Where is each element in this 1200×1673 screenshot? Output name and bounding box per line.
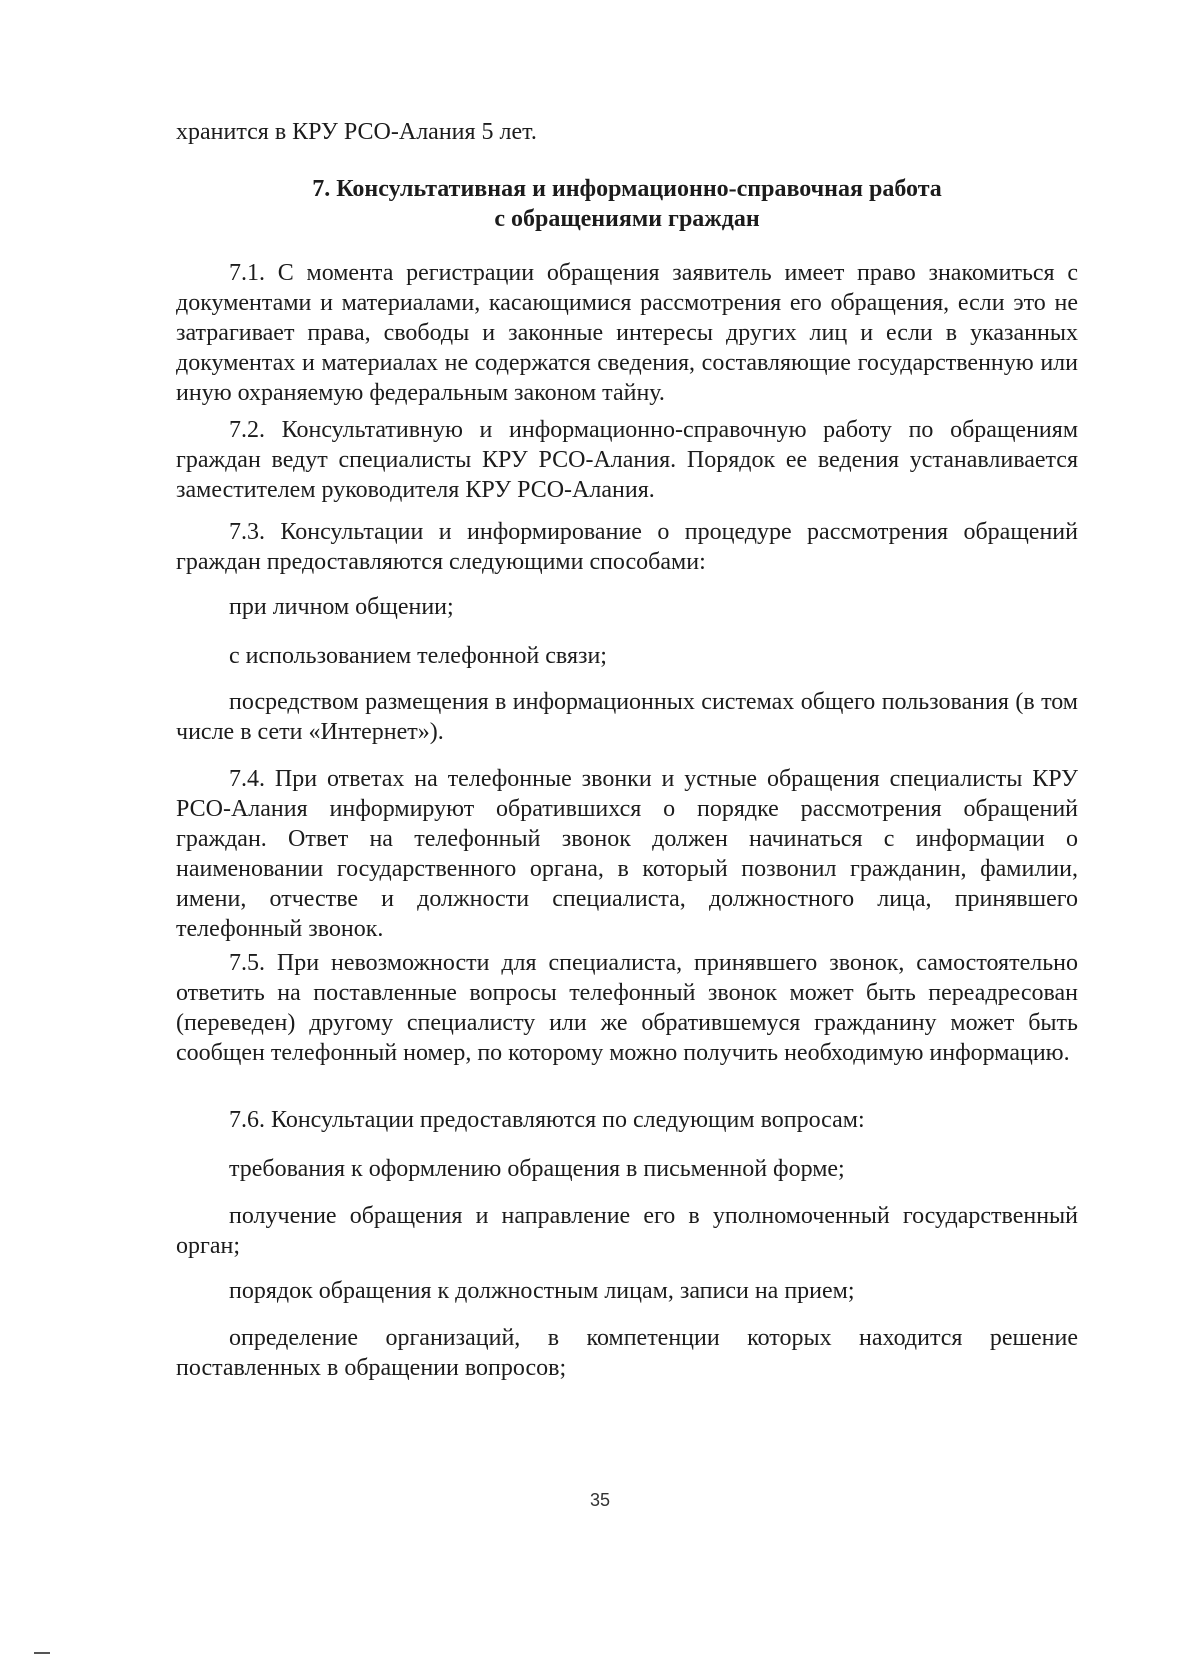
topic-item-2: получение обращения и направление его в уполномоченный государственный орган; (176, 1203, 1078, 1259)
page-number: 35 (589, 1490, 611, 1510)
topic-item-3: порядок обращения к должностным лицам, записи на прием; (229, 1278, 855, 1304)
section-heading (176, 174, 1078, 234)
topic-item-4: определение организаций, в компетенции которых находится решение поставленных в обращении вопросов; (176, 1325, 1078, 1381)
section-heading-line-1: 7. Консультативная и информационно-справочная работа (312, 176, 942, 202)
paragraph-7-1: 7.1. С момента регистрации обращения заявитель имеет право знакомиться с документами и материалами, касающимися рассмотрения его обращения, если это не затрагивает права, свободы и законные интересы других лиц и если в указанных документах и материалах не содержатся сведения, составляющие государственную или иную охраняемую федеральным законом тайну. (176, 260, 1078, 406)
paragraph-7-6: 7.6. Консультации предоставляются по следующим вопросам: (229, 1107, 865, 1133)
topic-item-1: требования к оформлению обращения в письменной форме; (229, 1156, 845, 1182)
lead-line: хранится в КРУ РСО-Алания 5 лет. (176, 119, 537, 145)
method-item-3: посредством размещения в информационных системах общего пользования (в том числе в сети «Интернет»). (176, 689, 1078, 745)
paragraph-7-3: 7.3. Консультации и информирование о процедуре рассмотрения обращений граждан предоставляются следующими способами: (176, 519, 1078, 575)
method-item-1: при личном общении; (229, 594, 454, 620)
method-item-2: с использованием телефонной связи; (229, 643, 607, 669)
paragraph-7-4: 7.4. При ответах на телефонные звонки и устные обращения специалисты КРУ РСО-Алания информируют обратившихся о порядке рассмотрения обращений граждан. Ответ на телефонный звонок должен начинаться с информации о наименовании государственного органа, в который позвонил гражданин, фамилии, имени, отчестве и должности специалиста, должностного лица, принявшего телефонный звонок. (176, 766, 1078, 942)
paragraph-7-2: 7.2. Консультативную и информационно-справочную работу по обращениям граждан ведут специалисты КРУ РСО-Алания. Порядок ее ведения устанавливается заместителем руководителя КРУ РСО-Алания. (176, 417, 1078, 503)
paragraph-7-5: 7.5. При невозможности для специалиста, принявшего звонок, самостоятельно ответить на поставленные вопросы телефонный звонок может быть переадресован (переведен) другому специалисту или же обратившемуся гражданину может быть сообщен телефонный номер, по которому можно получить необходимую информацию. (176, 950, 1078, 1066)
section-heading-line-2: с обращениями граждан (494, 206, 760, 232)
scan-corner-mark (34, 1652, 50, 1654)
